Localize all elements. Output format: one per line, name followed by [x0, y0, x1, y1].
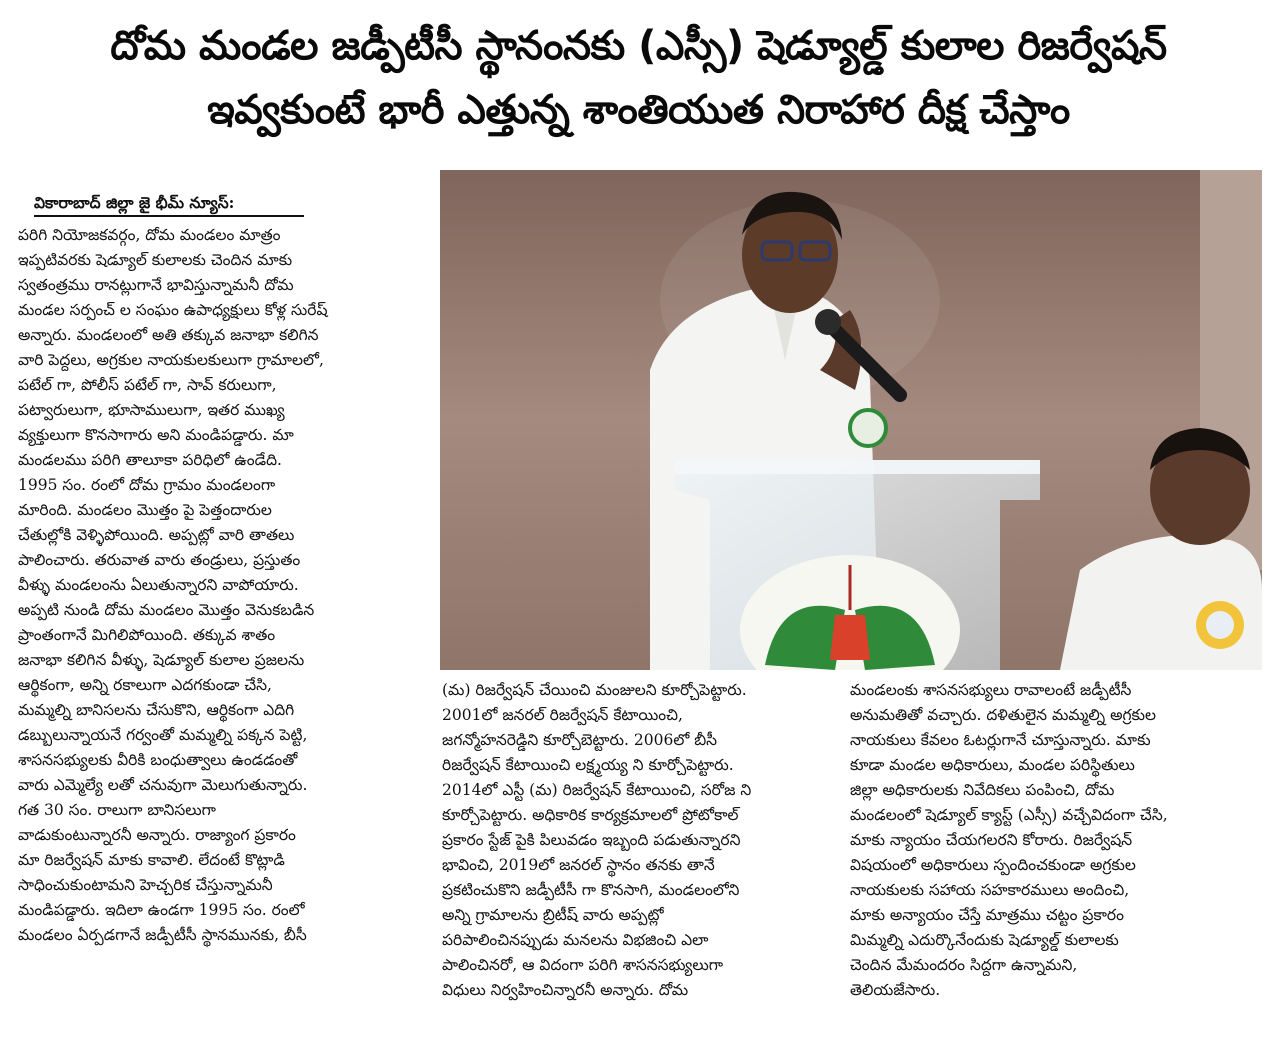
text-line: మారింది. మండలం మొత్తం పై పెత్తందారుల	[18, 501, 272, 519]
text-line: శాసనసభ్యులకు వీరికి బంధుత్వాలు ఉండడంతో	[18, 751, 298, 769]
text-line: డబ్బులున్నాయనే గర్వంతో మమ్మల్ని పక్కన పెట్టి,	[18, 726, 308, 744]
text-line: నాయకులు కేవలం ఓటర్లుగానే చూస్తున్నారు. మాకు	[850, 731, 1151, 749]
text-line: మాకు అన్యాయం చేస్తే మాత్రము చట్టం ప్రకారం	[850, 906, 1124, 924]
text-line: మండలము పరిగి తాలూకా పరిధిలో ఉండేది.	[18, 451, 282, 469]
text-line: 2014లో ఎస్టీ (మ) రిజర్వేషన్ కేటాయించి, సరోజ ని	[442, 781, 752, 799]
text-line: ఆర్థికంగా, అన్ని రకాలుగా ఎదగకుండా చేసి,	[18, 676, 272, 694]
text-line: అనుమతితో వచ్చారు. దళితులైన మమ్మల్ని అగ్రకుల	[850, 706, 1156, 724]
text-line: మమ్మల్ని బానిసలను చేసుకొని, ఆర్థికంగా ఎదిగి	[18, 701, 295, 719]
text-line: జనాభా కలిగిన వీళ్ళు, షెడ్యూల్ కులాల ప్రజలను	[18, 651, 305, 669]
text-line: మండిపడ్డారు. ఇదిలా ఉండగా 1995 సం. రంలో	[18, 901, 305, 919]
column-3-text	[850, 678, 1260, 1003]
text-line: మాకు న్యాయం చేయగలరని కోరారు. రిజర్వేషన్	[850, 831, 1133, 849]
text-line: రిజర్వేషన్ కేటాయించి లక్ష్మయ్య ని కూర్చోపెట్టారు.	[442, 756, 734, 774]
text-line: మా రిజర్వేషన్ మాకు కావాలి. లేదంటే కొట్లాడి	[18, 851, 285, 869]
article-column-1	[18, 190, 418, 948]
article-column-2	[442, 678, 842, 1003]
text-line: (మ) రిజర్వేషన్ చేయించి మంజులని కూర్చోపెట్టారు.	[442, 681, 747, 699]
text-line: పాలించినరో, ఆ విదంగా పరిగి శాసనసభ్యులుగా	[442, 956, 724, 974]
text-line: భావించి, 2019లో జనరల్ స్థానం తనకు తానే	[442, 856, 715, 874]
text-line: వాడుకుంటున్నారనీ అన్నారు. రాజ్యాంగ ప్రకారం	[18, 826, 296, 844]
text-line: పాలించారు. తరువాత వారు తండ్రులు, ప్రస్తుతం	[18, 551, 301, 569]
text-line: పరిపాలించినప్పుడు మనలను విభజించి ఎలా	[442, 931, 709, 949]
headline-line-1: దోమ మండల జడ్పీటీసీ స్థానంనకు (ఎస్సీ) షెడ్యూల్డ్ కులాల రిజర్వేషన్	[110, 23, 1167, 69]
text-line: గత 30 సం. రాలుగా బానిసలుగా	[18, 801, 216, 819]
text-line: విధులు నిర్వహించిన్నారనీ అన్నారు. దోమ	[442, 981, 689, 999]
text-line: చెందిన మేమందరం సిద్దగా ఉన్నామని,	[850, 956, 1078, 974]
text-line: వారి పెద్దలు, అగ్రకుల నాయకులకులుగా గ్రామాలలో,	[18, 351, 324, 369]
headline	[0, 14, 1277, 142]
text-line: అప్పటి నుండి దోమ మండలం మొత్తం వెనుకబడిన	[18, 601, 315, 619]
text-line: ప్రకారం స్టేజ్ పైకి పిలువడం ఇబ్బంది పడుతున్నారని	[442, 831, 741, 849]
text-line: కూడా మండల అధికారులు, మండల పరిస్థితులు	[850, 756, 1135, 774]
text-line: మండలంలో షెడ్యూల్ క్యాస్ట్ (ఎస్సీ) వచ్చేవిదంగా చేసి,	[850, 806, 1168, 824]
text-line: పట్వారులుగా, భూసాములుగా, ఇతర ముఖ్య	[18, 401, 285, 419]
text-line: వారు ఎమ్మెల్యే లతో చనువుగా మెలుగుతున్నారు.	[18, 776, 308, 794]
text-line: పటేల్ గా, పోలీస్ పటేల్ గా, సావ్ కరులుగా,	[18, 376, 277, 394]
text-line: మండల సర్పంచ్ ల సంఘం ఉపాధ్యక్షులు కోళ్ల సురేష్	[18, 301, 328, 319]
byline-underline	[34, 215, 304, 217]
news-photo	[440, 170, 1262, 670]
text-line: చేతుల్లోకి వెళ్ళిపోయింది. అప్పట్లో వారి తాతలు	[18, 526, 295, 544]
column-2-text	[442, 678, 842, 1003]
text-line: 1995 సం. రంలో దోమ గ్రామం మండలంగా	[18, 476, 276, 494]
text-line: కూర్చోపెట్టారు. అధికారిక కార్యక్రమాలలో ప్రోటోకాల్	[442, 806, 739, 824]
column-1-text	[18, 223, 418, 948]
text-line: అన్ని గ్రామాలను బ్రిటీష్ వారు అప్పట్లో	[442, 906, 664, 924]
text-line: తెలియజేసారు.	[850, 981, 941, 999]
text-line: మండలం ఏర్పడగానే జడ్పీటీసీ స్థానమునకు, బీసీ	[18, 926, 307, 944]
text-line: నాయకులకు సహాయ సహకారములు అందించి,	[850, 881, 1130, 899]
text-line: ప్రాంతంగానే మిగిలిపోయింది. తక్కువ శాతం	[18, 626, 276, 644]
headline-line-2: ఇవ్వకుంటే భారీ ఎత్తున్న శాంతియుత నిరాహార దీక్ష చేస్తాం	[207, 87, 1070, 133]
text-line: స్వతంత్రము రానట్లుగానే భావిస్తున్నామనీ దోమ	[18, 276, 294, 294]
text-line: ప్రకటించుకొని జడ్పీటీసీ గా కొనసాగి, మండలంలోని	[442, 881, 740, 899]
text-line: సాధించుకుంటామని హెచ్చరిక చేస్తున్నామనీ	[18, 876, 273, 894]
text-line: ఇప్పటివరకు షెడ్యూల్ కులాలకు చెందిన మాకు	[18, 251, 293, 269]
speaker-at-podium-photo	[440, 170, 1262, 670]
text-line: పరిగి నియోజకవర్గం, దోమ మండలం మాత్రం	[18, 226, 281, 244]
text-line: వీళ్ళు మండలంను ఏలుతున్నారని వాపోయారు.	[18, 576, 299, 594]
article-column-3	[850, 678, 1260, 1003]
text-line: అన్నారు. మండలంలో అతి తక్కువ జనాభా కలిగిన	[18, 326, 319, 344]
text-line: మండలంకు శాసనసభ్యులు రావాలంటే జడ్పీటీసీ	[850, 681, 1132, 699]
text-line: విషయంలో అధికారులు స్పందించకుండా అగ్రకుల	[850, 856, 1136, 874]
text-line: జగన్మోహనరెడ్డిని కూర్చోబెట్టారు. 2006లో బీసీ	[442, 731, 718, 749]
text-line: 2001లో జనరల్ రిజర్వేషన్ కేటాయించి,	[442, 706, 683, 724]
text-line: జిల్లా అధికారులకు నివేదికలు పంపించి, దోమ	[850, 781, 1115, 799]
byline: వికారాబాద్ జిల్లా జై భీమ్ న్యూస్:	[34, 193, 235, 212]
text-line: వ్యక్తులుగా కొనసాగారు అని మండిపడ్డారు. మా	[18, 426, 294, 444]
text-line: మిమ్మల్ని ఎదుర్కొనేందుకు షెడ్యూల్డ్ కులాలకు	[850, 931, 1119, 949]
